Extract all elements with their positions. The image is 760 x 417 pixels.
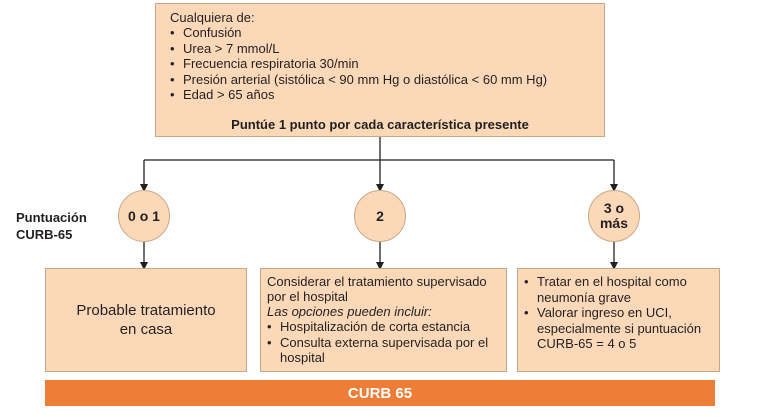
score-low-text: 0 o 1 (128, 207, 160, 224)
score-label-line-2: CURB-65 (16, 227, 73, 242)
list-item: • Tratar en el hospital como neumonía grave (524, 274, 713, 305)
outcome-low-line-2: en casa (119, 321, 173, 338)
list-item: • Valorar ingreso en UCI, especialmente si puntuación CURB-65 = 4 o 5 (524, 305, 713, 352)
criteria-item: • Edad > 65 años (170, 87, 594, 103)
outcome-medium-options-label: Las opciones pueden incluir: (267, 304, 432, 319)
score-high-text-2: más (599, 215, 629, 231)
outcome-low-line-1: Probable tratamiento (76, 302, 216, 319)
outcome-medium-intro: Considerar el tratamiento supervisado por el hospital (267, 274, 487, 304)
curb65-banner (45, 380, 715, 406)
criteria-item: • Confusión (170, 25, 594, 41)
list-item: • Consulta externa supervisada por el hospital (267, 335, 500, 366)
criteria-box (155, 3, 605, 137)
criteria-footer: Puntúe 1 punto por cada característica presente (231, 117, 529, 132)
banner-title: CURB 65 (347, 384, 413, 402)
outcome-high-box (517, 268, 720, 372)
outcome-medium-box (260, 268, 507, 372)
score-medium-text: 2 (376, 207, 384, 224)
score-circle-high (588, 190, 640, 242)
score-circle-medium (354, 190, 406, 242)
outcome-high-list (524, 274, 713, 352)
list-item: • Hospitalización de corta estancia (267, 319, 500, 335)
criteria-item: • Urea > 7 mmol/L (170, 41, 594, 57)
criteria-item: • Frecuencia respiratoria 30/min (170, 56, 594, 72)
outcome-low-box (45, 268, 247, 372)
score-label (16, 209, 87, 243)
outcome-medium-list (267, 319, 500, 366)
criteria-header: Cualquiera de: (170, 10, 255, 25)
criteria-item: • Presión arterial (sistólica < 90 mm Hg o diastólica < 60 mm Hg) (170, 72, 594, 88)
score-label-line-1: Puntuación (16, 210, 87, 225)
score-high-text-1: 3 o (603, 200, 625, 216)
score-circle-low (118, 190, 170, 242)
criteria-list (170, 25, 594, 103)
